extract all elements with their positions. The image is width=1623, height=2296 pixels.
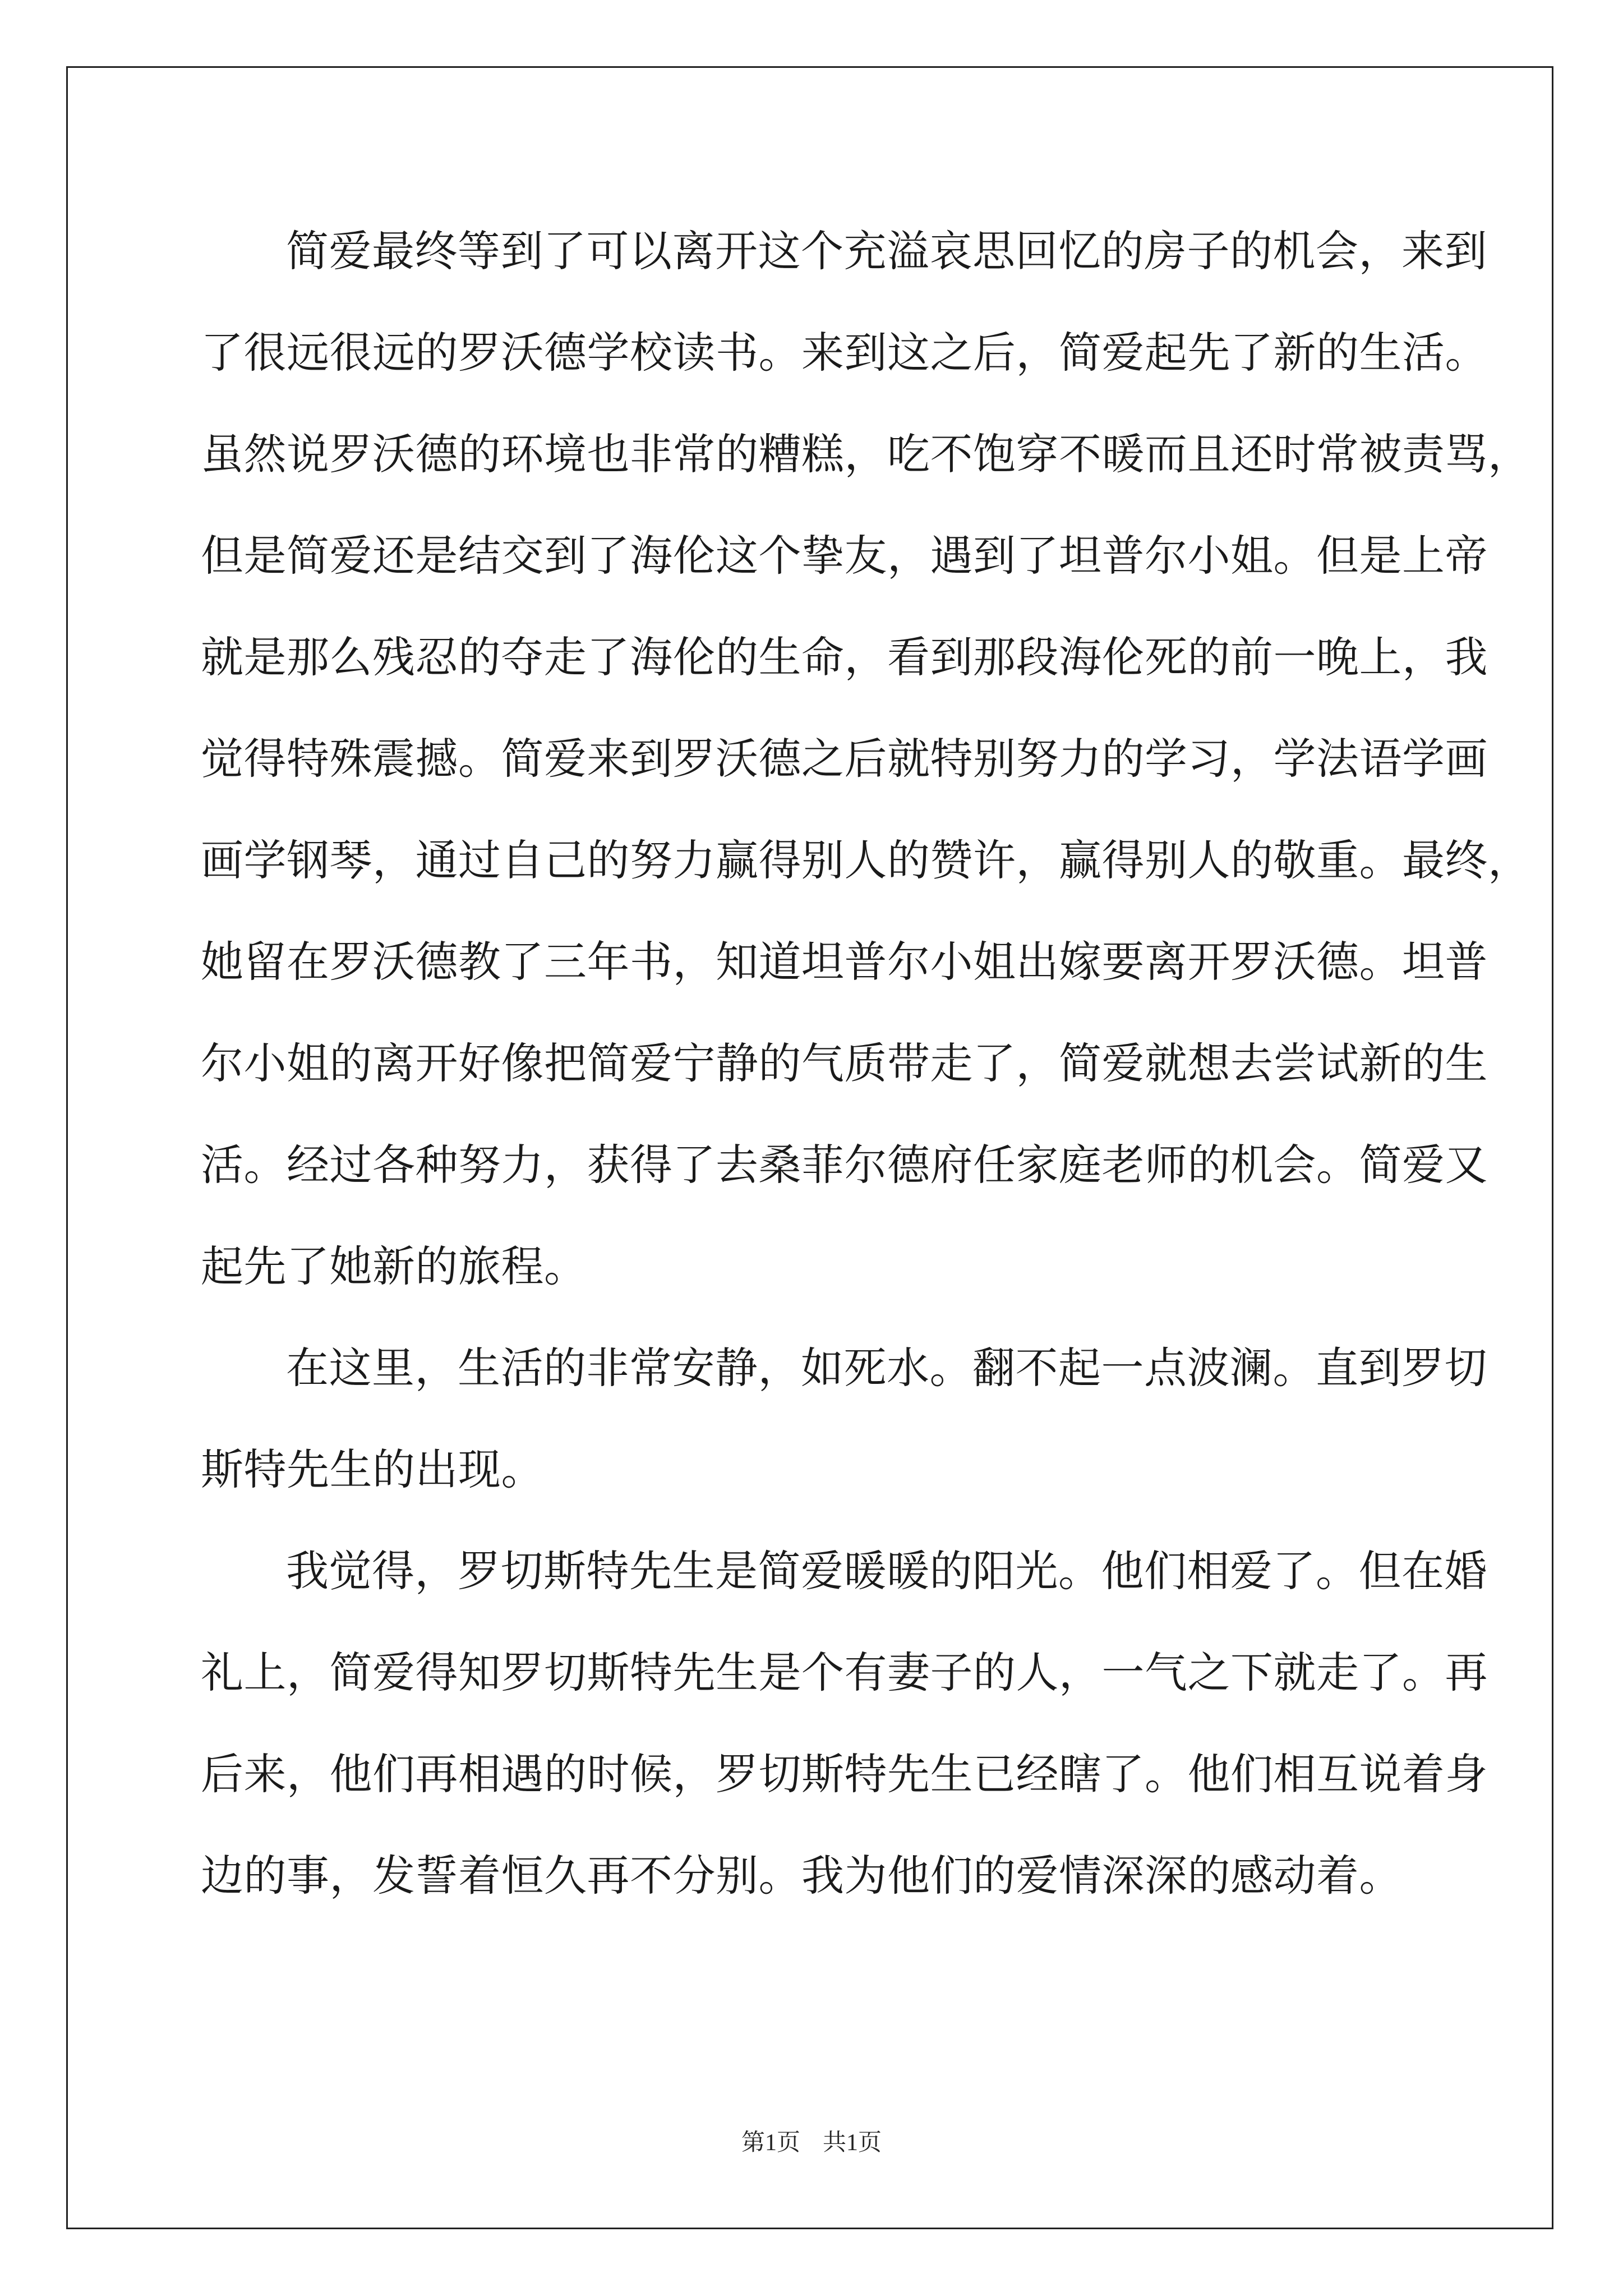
paragraph-1-line-3: 虽然说罗沃德的环境也非常的糟糕，吃不饱穿不暖而且还时常被责骂，: [201, 429, 1531, 479]
page-total: 共1页: [823, 2130, 882, 2156]
paragraph-1-line-5: 就是那么残忍的夺走了海伦的生命，看到那段海伦死的前一晚上，我: [201, 632, 1488, 682]
paragraph-3-line-1: 我觉得，罗切斯特先生是简爱暖暖的阳光。他们相爱了。但在婚: [286, 1546, 1487, 1596]
document-body: [201, 218, 1531, 1944]
paragraph-1-line-11: 起先了她新的旅程。: [201, 1241, 587, 1291]
paragraph-1-line-1: 简爱最终等到了可以离开这个充溢哀思回忆的房子的机会，来到: [286, 226, 1487, 276]
paragraph-3-line-2: 礼上，简爱得知罗切斯特先生是个有妻子的人，一气之下就走了。再: [201, 1648, 1488, 1697]
paragraph-1-line-9: 尔小姐的离开好像把简爱宁静的气质带走了，简爱就想去尝试新的生: [201, 1038, 1488, 1088]
page-number: 第1页: [741, 2130, 800, 2156]
paragraph-3-line-3: 后来，他们再相遇的时候，罗切斯特先生已经瞎了。他们相互说着身: [201, 1749, 1488, 1799]
paragraph-1-line-7: 画学钢琴，通过自己的努力赢得别人的赞许，赢得别人的敬重。最终，: [201, 835, 1531, 885]
paragraph-1-line-4: 但是简爱还是结交到了海伦这个挚友，遇到了坦普尔小姐。但是上帝: [201, 531, 1488, 581]
paragraph-1-line-6: 觉得特殊震撼。简爱来到罗沃德之后就特别努力的学习，学法语学画: [201, 734, 1488, 784]
paragraph-3-line-4: 边的事，发誓着恒久再不分别。我为他们的爱情深深的感动着。: [201, 1851, 1402, 1901]
paragraph-2-line-2: 斯特先生的出现。: [201, 1444, 544, 1494]
page-footer: [0, 2126, 1623, 2160]
paragraph-2-line-1: 在这里，生活的非常安静，如死水。翻不起一点波澜。直到罗切: [286, 1343, 1487, 1393]
paragraph-1-line-8: 她留在罗沃德教了三年书，知道坦普尔小姐出嫁要离开罗沃德。坦普: [201, 937, 1488, 987]
paragraph-1-line-2: 了很远很远的罗沃德学校读书。来到这之后，简爱起先了新的生活。: [201, 328, 1488, 378]
paragraph-1-line-10: 活。经过各种努力，获得了去桑菲尔德府任家庭老师的机会。简爱又: [201, 1140, 1488, 1190]
